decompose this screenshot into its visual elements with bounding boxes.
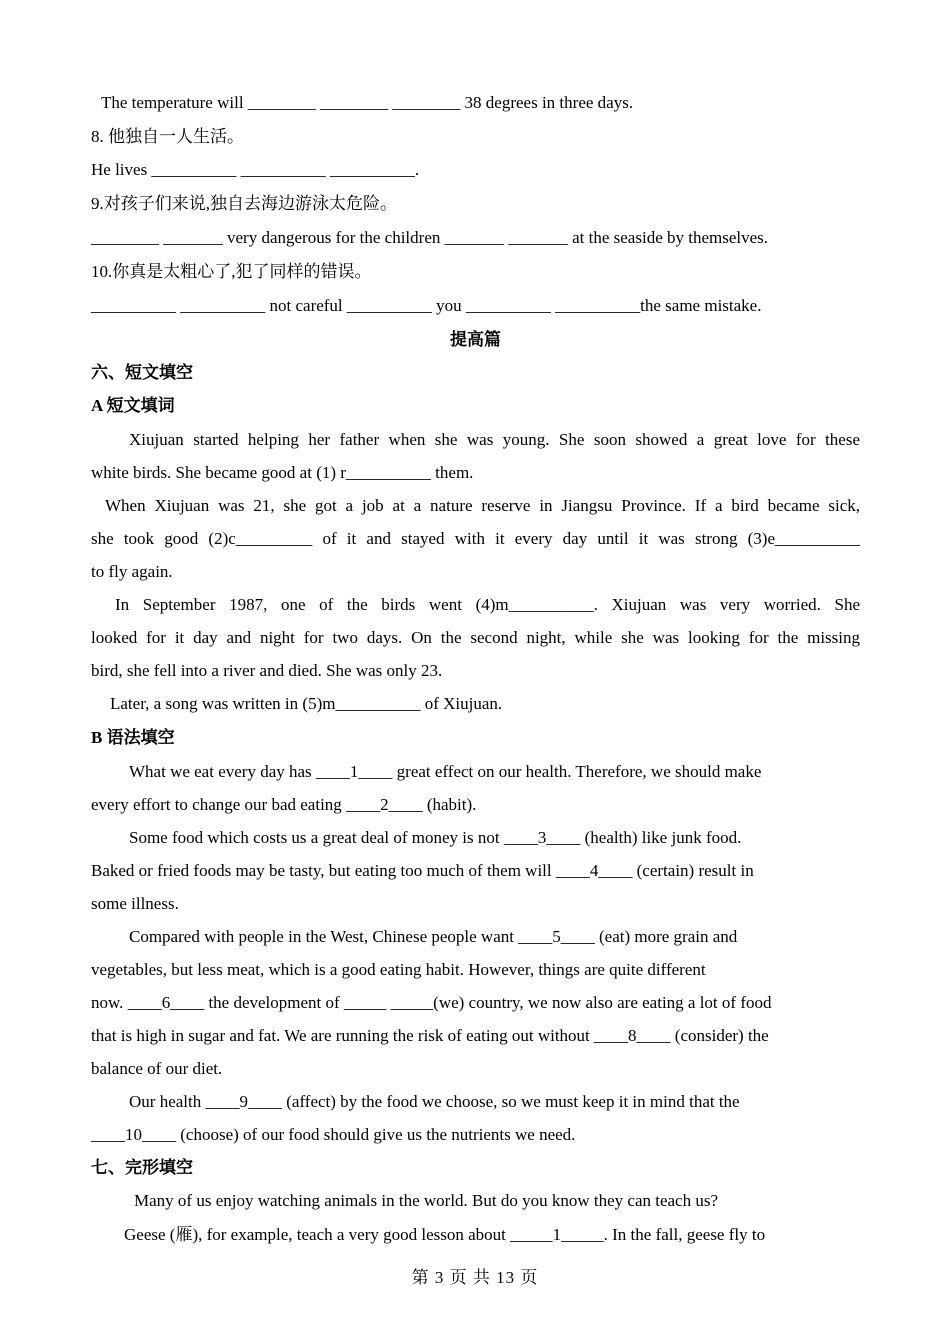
section-heading: 六、短文填空 <box>91 363 193 382</box>
passage-line: some illness. <box>91 894 179 913</box>
exercise-line: He lives __________ __________ __________. <box>91 160 420 179</box>
passage-line: bird, she fell into a river and died. She was only 23. <box>91 661 443 680</box>
passage-line: Our health ____9____ (affect) by the food we choose, so we must keep it in mind that the <box>129 1092 740 1111</box>
passage-line: vegetables, but less meat, which is a good eating habit. However, things are quite different <box>91 960 706 979</box>
passage-line: to fly again. <box>91 562 173 581</box>
exercise-line: 9.对孩子们来说,独自去海边游泳太危险。 <box>91 194 397 213</box>
part-heading: A 短文填词 <box>91 396 175 415</box>
section-title: 提高篇 <box>450 330 501 349</box>
passage-line: Xiujuan started helping her father when she was young. She soon showed a great love for these <box>129 430 860 449</box>
exercise-line: 8. 他独自一人生活。 <box>91 127 244 146</box>
blank-2[interactable]: ____2____ <box>346 795 423 814</box>
blank-3[interactable]: ____3____ <box>503 828 581 847</box>
exercise-line: ________ _______ very dangerous for the children _______ _______ at the seaside by themselves. <box>91 228 769 247</box>
passage-line: In September 1987, one of the birds went (4)m__________. Xiujuan was very worried. She <box>115 595 860 614</box>
exercise-line: 10.你真是太粗心了,犯了同样的错误。 <box>91 262 372 281</box>
passage-line: Later, a song was written in (5)m__________ of Xiujuan. <box>110 694 503 713</box>
passage-line: looked for it day and night for two days. On the second night, while she was looking for the missing <box>91 628 860 647</box>
passage-line: Some food which costs us a great deal of money is not ____3____ (health) like junk food. <box>129 828 742 847</box>
exercise-line: __________ __________ not careful __________ you __________ __________the same mistake. <box>91 296 762 315</box>
blank-1[interactable]: ____1____ <box>315 762 393 781</box>
passage-line: every effort to change our bad eating ____2____ (habit). <box>91 795 477 814</box>
passage-line: What we eat every day has ____1____ great effect on our health. Therefore, we should make <box>129 762 762 781</box>
blank-8[interactable]: ____8____ <box>594 1026 671 1045</box>
passage-line: that is high in sugar and fat. We are running the risk of eating out without ____8____ (consider) the <box>91 1026 769 1045</box>
passage-line: When Xiujuan was 21, she got a job at a nature reserve in Jiangsu Province. If a bird became sick, <box>105 496 860 515</box>
blank-10[interactable]: ____10____ <box>91 1125 176 1144</box>
passage-line: white birds. She became good at (1) r__________ them. <box>91 463 474 482</box>
blank-5[interactable]: ____5____ <box>518 927 595 946</box>
passage-line: balance of our diet. <box>91 1059 223 1078</box>
cloze-blank-1[interactable]: _____1_____ <box>510 1225 604 1244</box>
passage-line: Many of us enjoy watching animals in the world. But do you know they can teach us? <box>134 1191 719 1210</box>
blank-6[interactable]: ____6____ <box>127 993 205 1012</box>
passage-line: Baked or fried foods may be tasty, but eating too much of them will ____4____ (certain) result in <box>91 861 754 880</box>
passage-line: now. ____6____ the development of _____ _____(we) country, we now also are eating a lot of food <box>91 993 772 1012</box>
part-heading: B 语法填空 <box>91 728 175 747</box>
passage-line: Geese (雁), for example, teach a very good lesson about _____1_____. In the fall, geese fly to <box>124 1225 766 1244</box>
passage-line: she took good (2)c_________ of it and stayed with it every day until it was strong (3)e__________ <box>91 529 860 548</box>
section-heading: 七、完形填空 <box>91 1158 193 1177</box>
exercise-line: The temperature will ________ ________ ________ 38 degrees in three days. <box>101 93 634 112</box>
passage-line: ____10____ (choose) of our food should give us the nutrients we need. <box>91 1125 576 1144</box>
passage-line: Compared with people in the West, Chinese people want ____5____ (eat) more grain and <box>129 927 738 946</box>
page-footer: 第 3 页 共 13 页 <box>411 1268 539 1287</box>
blank-9[interactable]: ____9____ <box>205 1092 282 1111</box>
blank-4[interactable]: ____4____ <box>555 861 633 880</box>
